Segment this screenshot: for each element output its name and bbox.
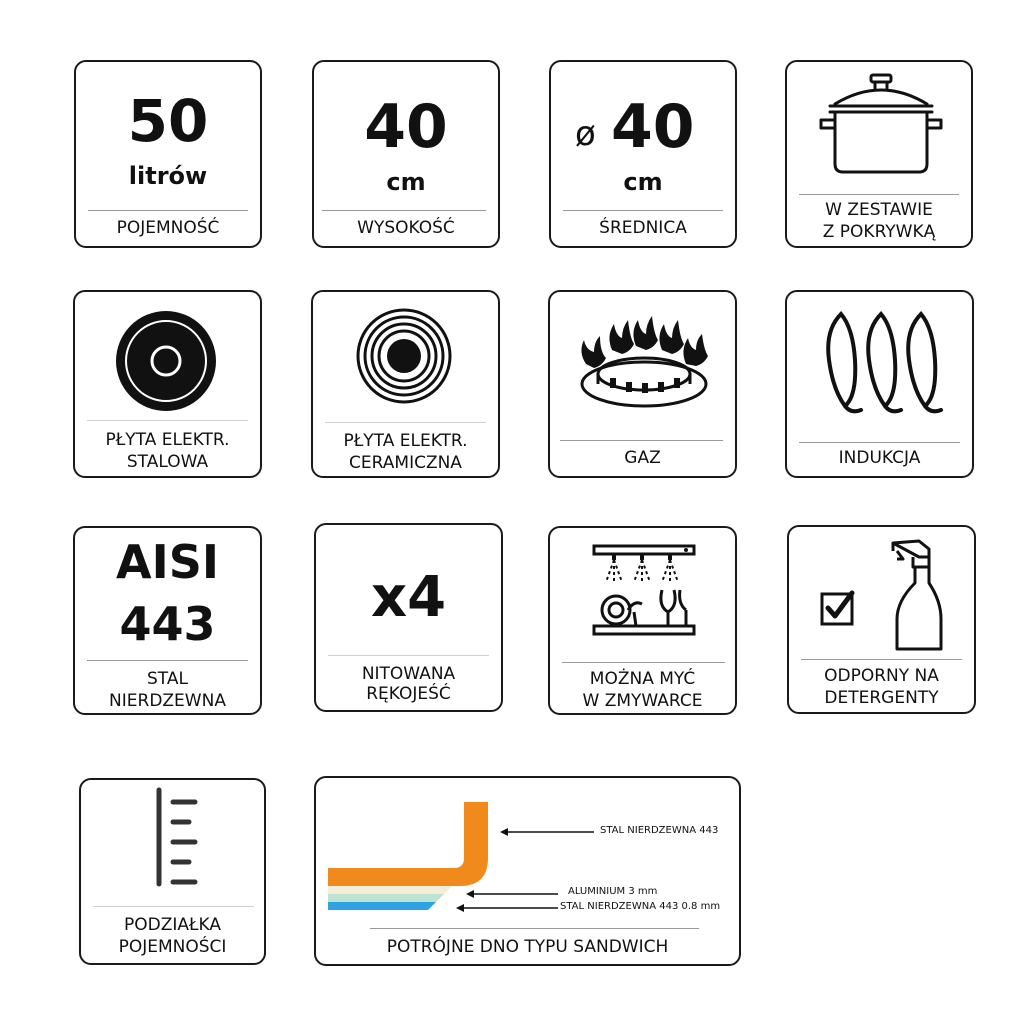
- divider: [87, 660, 248, 661]
- gas-burner-icon: [574, 316, 714, 416]
- steel-type-label-line1: STAL: [147, 669, 188, 689]
- capacity-label: POJEMNOŚĆ: [116, 218, 220, 238]
- detergent-label-line2: DETERGENTY: [824, 688, 939, 708]
- rivets-label-line1: NITOWANA: [361, 664, 456, 684]
- dishwasher-card: [548, 526, 737, 715]
- height-value: 40: [364, 92, 448, 162]
- dishwasher-label-line1: MOŻNA MYĆ: [589, 669, 696, 689]
- detergent-label-line1: ODPORNY NA: [824, 666, 939, 686]
- diameter-symbol: ø: [575, 114, 596, 154]
- spray-bottle-icon: [889, 537, 949, 655]
- lid-card: [785, 60, 973, 248]
- steel-type-aisi: AISI: [116, 535, 219, 589]
- layer-bottom-label: STAL NIERDZEWNA 443 0.8 mm: [560, 901, 721, 912]
- divider: [799, 194, 959, 195]
- steel-plate-label-line2: STALOWA: [126, 452, 209, 472]
- scale-label-line1: PODZIAŁKA: [123, 915, 222, 935]
- height-label: WYSOKOŚĆ: [357, 218, 455, 238]
- ceramic-hob-icon: [354, 306, 454, 406]
- height-unit: cm: [386, 168, 426, 196]
- gas-card: [548, 290, 737, 478]
- sandwich-title: POTRÓJNE DNO TYPU SANDWICH: [386, 937, 669, 957]
- divider: [88, 210, 248, 211]
- diameter-value: 40: [611, 92, 695, 162]
- pot-with-lid-icon: [815, 70, 947, 180]
- divider: [87, 420, 248, 421]
- steel-hotplate-icon: [113, 308, 219, 414]
- diameter-label: ŚREDNICA: [599, 218, 687, 238]
- induction-card: [785, 290, 974, 478]
- gas-label: GAZ: [624, 448, 661, 468]
- diameter-card: [549, 60, 737, 248]
- diameter-unit: cm: [623, 168, 663, 196]
- scale-card: [79, 778, 266, 965]
- divider: [799, 442, 960, 443]
- divider: [560, 440, 723, 441]
- layer-middle-label: ALUMINIUM 3 mm: [568, 886, 658, 897]
- steel-plate-card: [73, 290, 262, 478]
- measuring-scale-icon: [153, 786, 203, 890]
- dishwasher-icon: [592, 542, 698, 642]
- rivets-value: x4: [370, 565, 447, 630]
- rivets-card: [314, 523, 503, 712]
- detergent-card: [787, 525, 976, 714]
- divider: [322, 210, 486, 211]
- steel-type-card: [73, 526, 262, 715]
- divider: [325, 422, 486, 423]
- layer-top-label: STAL NIERDZEWNA 443: [600, 825, 719, 836]
- divider: [370, 928, 699, 929]
- dishwasher-label-line2: W ZMYWARCE: [582, 691, 703, 711]
- divider: [563, 210, 723, 211]
- sandwich-card: [314, 776, 741, 966]
- divider: [93, 906, 254, 907]
- divider: [562, 662, 725, 663]
- ceramic-plate-label-line1: PŁYTA ELEKTR.: [343, 431, 468, 451]
- ceramic-plate-label-line2: CERAMICZNA: [349, 453, 462, 473]
- induction-coil-icon: [821, 310, 945, 418]
- divider: [801, 659, 962, 660]
- scale-label-line2: POJEMNOŚCI: [118, 937, 227, 957]
- capacity-unit: litrów: [128, 162, 208, 190]
- steel-type-number: 443: [119, 597, 216, 651]
- lid-label-line2: Z POKRYWKĄ: [822, 222, 936, 242]
- rivets-label-line2: RĘKOJEŚĆ: [366, 684, 451, 704]
- induction-label: INDUKCJA: [838, 448, 921, 468]
- lid-label-line1: W ZESTAWIE: [825, 200, 933, 220]
- steel-plate-label-line1: PŁYTA ELEKTR.: [105, 430, 230, 450]
- divider: [328, 655, 489, 656]
- height-card: [312, 60, 500, 248]
- ceramic-plate-card: [311, 290, 500, 478]
- capacity-card: [74, 60, 262, 248]
- capacity-value: 50: [127, 87, 209, 155]
- steel-type-label-line2: NIERDZEWNA: [109, 691, 226, 711]
- checkbox-checked-icon: [819, 589, 857, 627]
